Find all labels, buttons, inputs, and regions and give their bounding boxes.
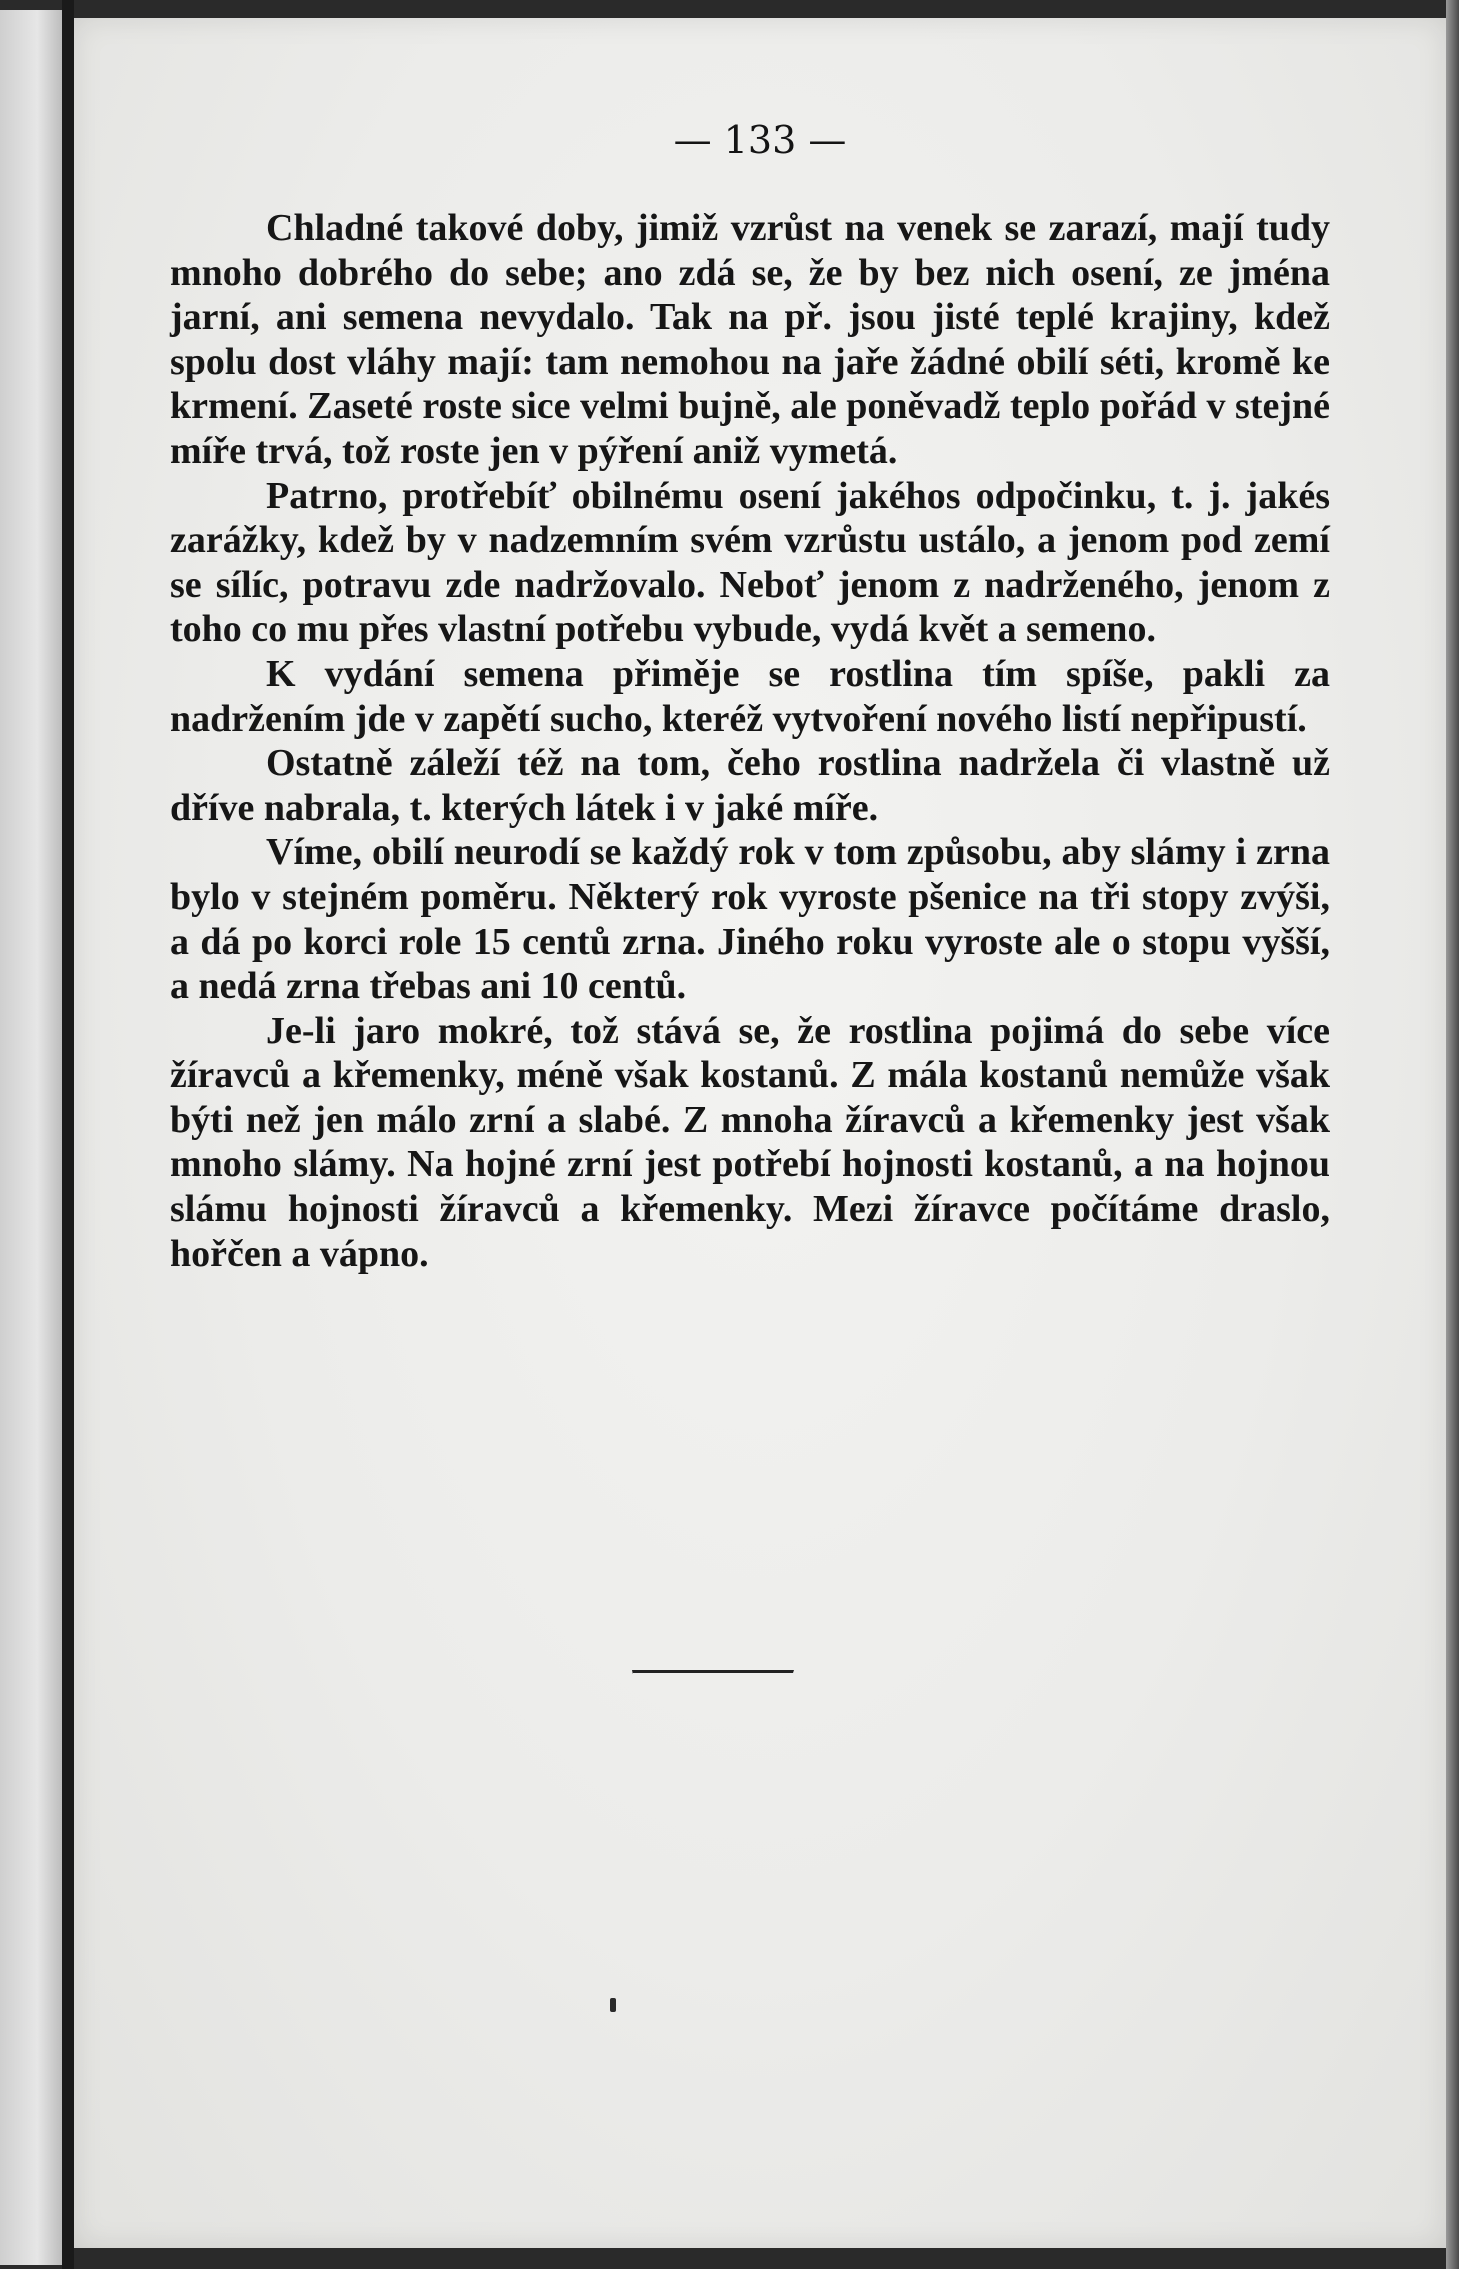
paragraph-2: Patrno, protřebíť obilnému osení jakéhos odpočinku, t. j. jakés zarážky, kdež by v nadzemním svém vzrůstu ustálo, a jenom pod zemí se sílíc, potravu zde nadržovalo. Neboť jenom z nadrženého, jenom z toho co mu přes vlastní potřebu vybude, vydá květ a semeno.: [170, 474, 1330, 651]
paragraph-6: Je-li jaro mokré, tož stává se, že rostlina pojimá do sebe více žíravců a křemenky, méně však kostanů. Z mála kostanů nemůže však býti než jen málo zrní a slabé. Z mnoha žíravců a křemenky jest však mnoho slámy. Na hojné zrní jest potřebí hojnosti kostanů, a na hojnou slámu hojnosti žíravců a křemenky. Mezi žíravce počítáme draslo, hořčen a vápno.: [170, 1009, 1330, 1275]
paragraph-3: K vydání semena přiměje se rostlina tím spíše, pakli za nadržením jde v zapětí sucho, kteréž vytvoření nového listí nepřipustí.: [170, 652, 1330, 740]
paragraph-5: Víme, obilí neurodí se každý rok v tom způsobu, aby slámy i zrna bylo v stejném poměru. Některý rok vyroste pšenice na tři stopy zvýši, a dá po korci role 15 centů zrna. Jiného roku vyroste ale o stopu vyšší, a nedá zrna třebas ani 10 centů.: [170, 831, 1330, 1008]
right-page-edge: [1446, 0, 1459, 2269]
left-page-edge: [0, 10, 62, 2265]
paragraph-4: Ostatně záleží též na tom, čeho rostlina nadržela či vlastně už dříve nabrala, t. kterých látek i v jaké míře.: [170, 742, 1330, 829]
ink-speck: [610, 1998, 616, 2012]
page-number: — 133 —: [673, 118, 847, 162]
book-gutter: [62, 0, 74, 2269]
page: [74, 18, 1446, 2248]
paragraph-1: Chladné takové doby, jimiž vzrůst na venek se zarazí, mají tudy mnoho dobrého do sebe; ano zdá se, že by bez nich osení, ze jména jarní, ani semena nevydalo. Tak na př. jsou jisté teplé krajiny, kdež spolu dost vláhy mají: tam nemohou na jaře žádné obilí séti, kromě ke krmení. Zaseté roste sice velmi bujně, ale poněvadž teplo pořád v stejné míře trvá, tož roste jen v pýření aniž vymetá.: [170, 207, 1330, 472]
end-rule: [632, 1670, 794, 1674]
body-text: [170, 206, 1330, 1276]
